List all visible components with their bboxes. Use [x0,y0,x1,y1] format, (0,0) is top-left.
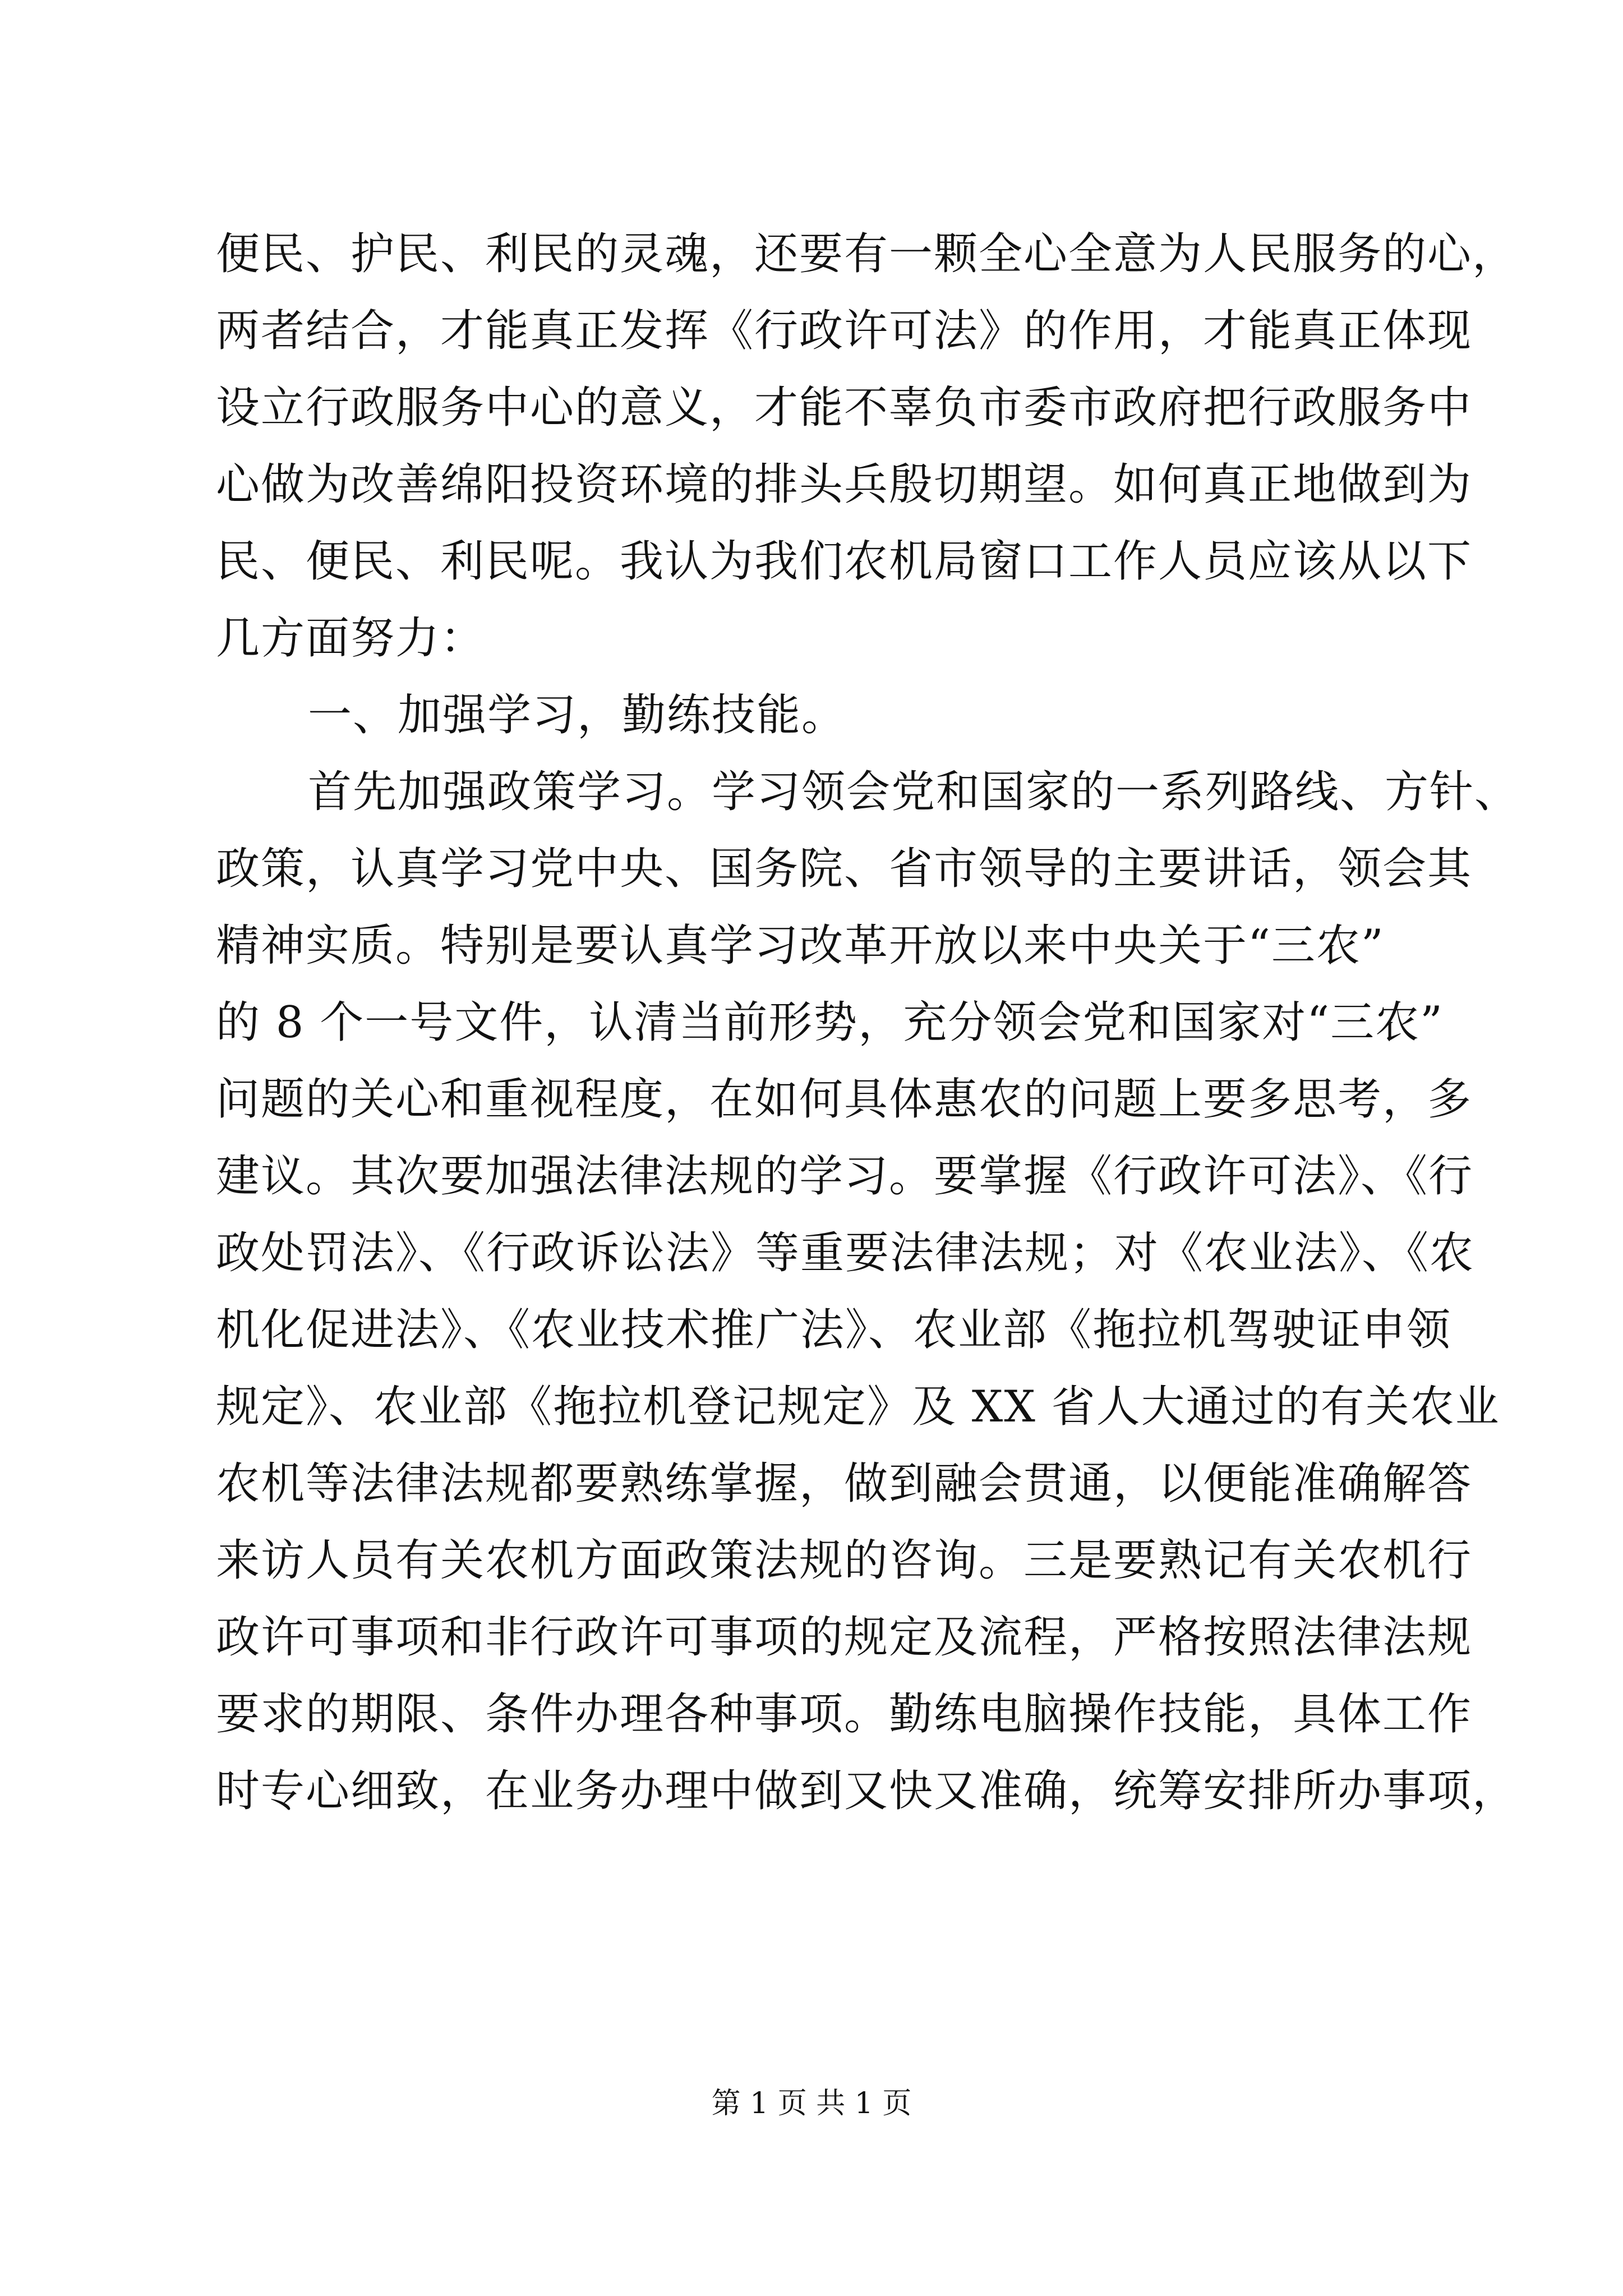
text-line: 政策，认真学习党中央、国务院、省市领导的主要讲话，领会其 [216,844,1473,894]
text-line: 来访人员有关农机方面政策法规的咨询。三是要熟记有关农机行 [216,1535,1473,1586]
text-line: 心做为改善绵阳投资环境的排头兵殷切期望。如何真正地做到为 [216,459,1473,510]
body-text [216,216,1520,1830]
text-line: 农机等法律法规都要熟练掌握，做到融会贯通，以便能准确解答 [216,1458,1473,1509]
text-line: 规定》、农业部《拖拉机登记规定》及 XX 省人大通过的有关农业 [216,1382,1500,1432]
page-footer: 第 1 页 共 1 页 [711,2087,912,2120]
text-line: 便民、护民、利民的灵魂，还要有一颗全心全意为人民服务的心， [216,229,1518,279]
text-line: 政许可事项和非行政许可事项的规定及流程，严格按照法律法规 [216,1612,1473,1663]
paragraph-start: 首先加强政策学习。学习领会党和国家的一系列路线、方针、 [308,767,1520,817]
text-line: 时专心细致，在业务办理中做到又快又准确，统筹安排所办事项， [216,1766,1518,1816]
text-line: 两者结合，才能真正发挥《行政许可法》的作用，才能真正体现 [216,306,1473,356]
text-line: 建议。其次要加强法律法规的学习。要掌握《行政许可法》、《行 [216,1151,1474,1202]
section-heading: 一、加强学习，勤练技能。 [308,690,847,740]
text-line: 几方面努力： [216,613,486,664]
text-line: 政处罚法》、《行政诉讼法》等重要法律法规；对《农业法》、《农 [216,1228,1475,1278]
text-line: 设立行政服务中心的意义，才能不辜负市委市政府把行政服务中 [216,383,1473,433]
text-line: 问题的关心和重视程度，在如何具体惠农的问题上要多思考，多 [216,1074,1473,1125]
text-line: 要求的期限、条件办理各种事项。勤练电脑操作技能，具体工作 [216,1689,1473,1740]
text-line: 的 8 个一号文件，认清当前形势，充分领会党和国家对“三农” [216,997,1444,1048]
text-line: 精神实质。特别是要认真学习改革开放以来中央关于“三农” [216,921,1385,971]
text-line: 机化促进法》、《农业技术推广法》、农业部《拖拉机驾驶证申领 [216,1305,1452,1355]
text-line: 民、便民、利民呢。我认为我们农机局窗口工作人员应该从以下 [216,536,1473,587]
